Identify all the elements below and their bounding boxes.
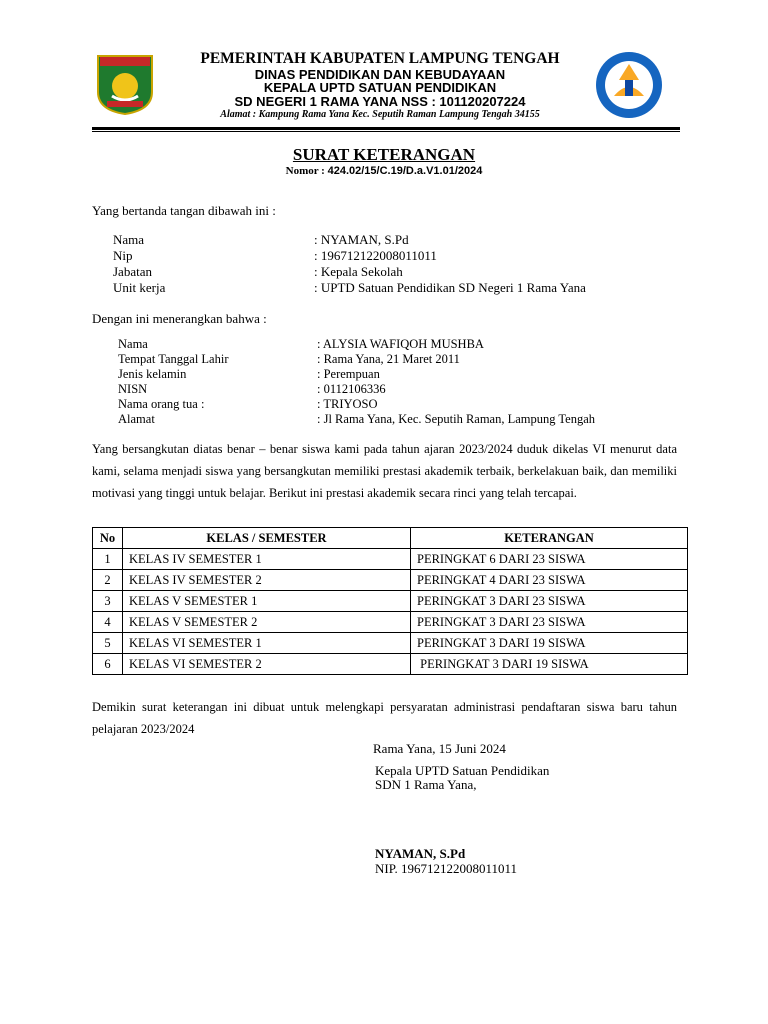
signature-place-date: Rama Yana, 15 Juni 2024	[373, 741, 506, 756]
header-divider-thick	[92, 127, 680, 130]
student-name-label: Nama	[118, 337, 148, 351]
student-name-value: : ALYSIA WAFIQOH MUSHBA	[317, 337, 484, 351]
row-no: 2	[93, 570, 123, 591]
nomor-value: 424.02/15/C.19/D.a.V1.01/2024	[327, 165, 483, 177]
header-description: KETERANGAN	[411, 528, 688, 549]
intro-text: Yang bertanda tangan dibawah ini :	[92, 203, 276, 218]
row-no: 6	[93, 654, 123, 675]
student-birth-value: : Rama Yana, 21 Maret 2011	[317, 352, 460, 366]
row-no: 3	[93, 591, 123, 612]
header-divider-thin	[92, 131, 680, 132]
nomor-label: Nomor :	[285, 165, 325, 177]
student-nisn-value: : 0112106336	[317, 382, 386, 396]
student-address-value: : Jl Rama Yana, Kec. Seputih Raman, Lampung Tengah	[317, 412, 596, 426]
table-row	[93, 591, 688, 612]
row-class: KELAS IV SEMESTER 1	[123, 549, 411, 570]
row-class: KELAS VI SEMESTER 2	[123, 654, 411, 675]
statement-text: Dengan ini menerangkan bahwa :	[92, 311, 267, 326]
table-row	[93, 549, 688, 570]
student-parent-label: Nama orang tua :	[118, 397, 205, 411]
row-class: KELAS VI SEMESTER 1	[123, 633, 411, 654]
table-row	[93, 612, 688, 633]
row-class: KELAS IV SEMESTER 2	[123, 570, 411, 591]
signature-position-2: SDN 1 Rama Yana,	[375, 777, 477, 792]
tut-wuri-handayani-logo	[592, 50, 666, 120]
lampung-tengah-logo	[92, 52, 158, 116]
student-nisn-label: NISN	[118, 382, 148, 396]
signature-name: NYAMAN, S.Pd	[375, 846, 466, 861]
row-rank: PERINGKAT 3 DARI 23 SISWA	[411, 612, 688, 633]
row-rank: PERINGKAT 4 DARI 23 SISWA	[411, 570, 688, 591]
table-header-row	[93, 528, 688, 549]
table-row	[93, 570, 688, 591]
header-address: Alamat : Kampung Rama Yana Kec. Seputih Raman Lampung Tengah 34155	[220, 109, 540, 120]
signer-name-label: Nama	[113, 232, 145, 247]
row-class: KELAS V SEMESTER 2	[123, 612, 411, 633]
student-gender-label: Jenis kelamin	[118, 367, 187, 381]
signer-name-value: : NYAMAN, S.Pd	[314, 232, 409, 247]
row-no: 1	[93, 549, 123, 570]
header-department: DINAS PENDIDIKAN DAN KEBUDAYAAN	[254, 67, 506, 82]
student-parent-value: : TRIYOSO	[317, 397, 378, 411]
signer-position-label: Jabatan	[113, 264, 152, 279]
header-government: PEMERINTAH KABUPATEN LAMPUNG TENGAH	[200, 50, 560, 67]
row-no: 5	[93, 633, 123, 654]
signer-position-value: : Kepala Sekolah	[314, 264, 403, 279]
student-birth-label: Tempat Tanggal Lahir	[118, 352, 229, 366]
table-row	[93, 654, 688, 675]
row-no: 4	[93, 612, 123, 633]
signature-position-1: Kepala UPTD Satuan Pendidikan	[375, 763, 550, 778]
document-number	[0, 165, 768, 177]
row-rank: PERINGKAT 6 DARI 23 SISWA	[411, 549, 688, 570]
header-school: SD NEGERI 1 RAMA YANA NSS : 101120207224	[234, 94, 526, 109]
signer-unit-label: Unit kerja	[113, 280, 166, 295]
body-paragraph: Yang bersangkutan diatas benar – benar siswa kami pada tahun ajaran 2023/2024 duduk dikelas VI menurut data kami, selama menjadi siswa yang bersangkutan memiliki prestasi akademik terbaik, berkelakuan baik, dan memiliki motivasi yang tinggi untuk belajar. Berikut ini prestasi akademik secara rinci yang telah tercapai.	[92, 442, 677, 500]
row-class: KELAS V SEMESTER 1	[123, 591, 411, 612]
signature-nip: NIP. 196712122008011011	[375, 861, 518, 876]
student-address-label: Alamat	[118, 412, 155, 426]
header-unit: KEPALA UPTD SATUAN PENDIDIKAN	[263, 80, 497, 95]
signer-unit-value: : UPTD Satuan Pendidikan SD Negeri 1 Rama Yana	[314, 280, 586, 295]
signer-nip-value: : 196712122008011011	[314, 248, 437, 263]
closing-paragraph: Demikin surat keterangan ini dibuat untuk melengkapi persyaratan administrasi pendaftaran siswa baru tahun pelajaran 2023/2024	[92, 700, 677, 736]
row-rank: PERINGKAT 3 DARI 23 SISWA	[411, 591, 688, 612]
student-gender-value: : Perempuan	[317, 367, 380, 381]
row-rank: PERINGKAT 3 DARI 19 SISWA	[411, 633, 688, 654]
signer-nip-label: Nip	[113, 248, 133, 263]
header-no: No	[93, 528, 123, 549]
document-title: SURAT KETERANGAN	[292, 145, 476, 164]
achievement-table	[92, 527, 688, 675]
header-class-semester: KELAS / SEMESTER	[123, 528, 411, 549]
row-rank: PERINGKAT 3 DARI 19 SISWA	[411, 654, 688, 675]
table-row	[93, 633, 688, 654]
